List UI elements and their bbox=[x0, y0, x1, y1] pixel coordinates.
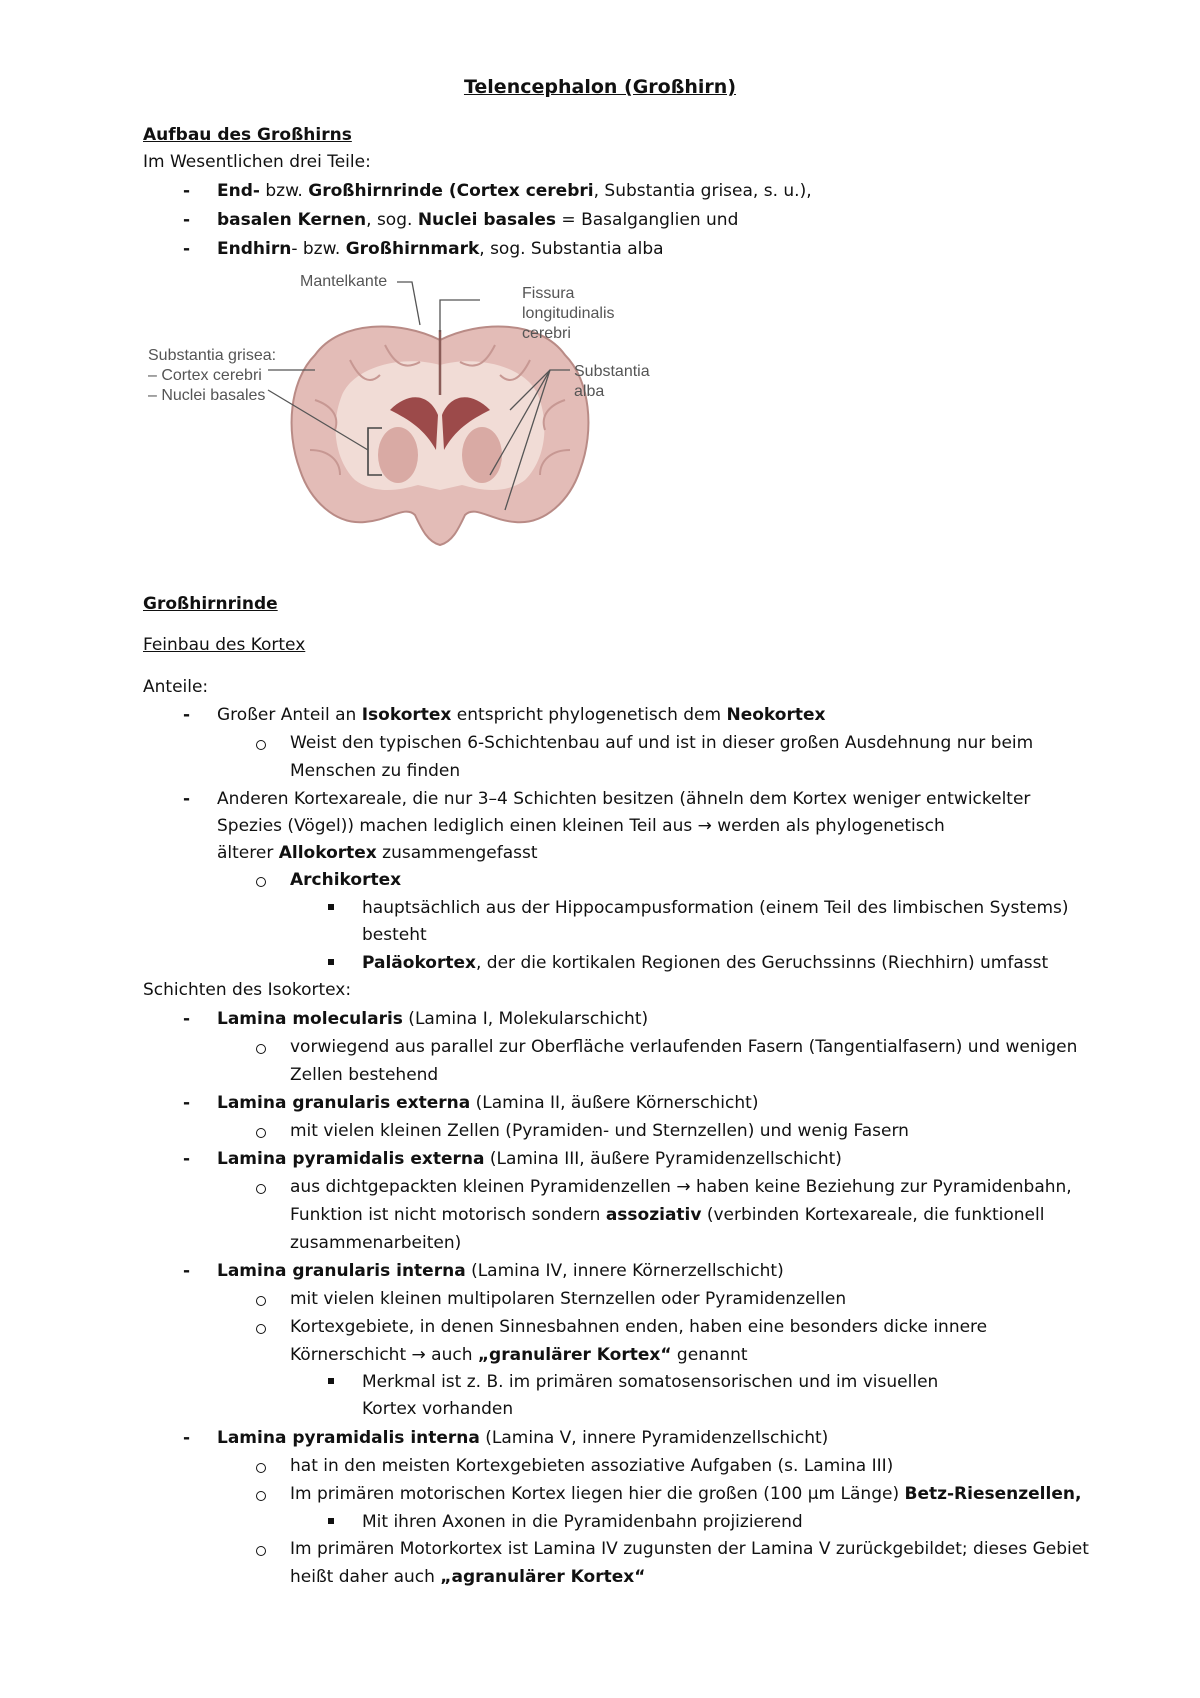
list-item: hauptsächlich aus der Hippocampusformation (einem Teil des limbischen Systems) bbox=[362, 898, 1069, 918]
label-grisea-1: Substantia grisea: bbox=[148, 347, 277, 364]
bullet-square bbox=[328, 1378, 334, 1384]
list-item: End- bzw. Großhirnrinde (Cortex cerebri, Substantia grisea, s. u.), bbox=[217, 181, 812, 201]
list-item-continuation: besteht bbox=[362, 925, 427, 945]
list-item: Archikortex bbox=[290, 870, 402, 890]
bullet-circle bbox=[256, 1296, 266, 1306]
list-item: Lamina pyramidalis interna (Lamina V, innere Pyramidenzellschicht) bbox=[217, 1428, 829, 1448]
bullet-square bbox=[328, 1518, 334, 1524]
nuclei-basales bbox=[378, 427, 418, 483]
bullet-circle bbox=[256, 1546, 266, 1556]
bullet-circle bbox=[256, 1463, 266, 1473]
list-item: Merkmal ist z. B. im primären somatosensorischen und im visuellen bbox=[362, 1372, 939, 1392]
list-item: Endhirn- bzw. Großhirnmark, sog. Substantia alba bbox=[217, 239, 664, 259]
list-item: Anderen Kortexareale, die nur 3–4 Schichten besitzen (ähneln dem Kortex weniger entwickelter bbox=[217, 789, 1031, 809]
list-item: Paläokortex, der die kortikalen Regionen des Geruchssinns (Riechhirn) umfasst bbox=[362, 953, 1049, 973]
bullet-circle bbox=[256, 1491, 266, 1501]
list-item: Kortexgebiete, in denen Sinnesbahnen enden, haben eine besonders dicke innere bbox=[290, 1317, 988, 1337]
bullet-dash: - bbox=[183, 1428, 191, 1448]
bullet-dash: - bbox=[183, 1261, 191, 1281]
list-item-continuation: Kortex vorhanden bbox=[362, 1399, 514, 1419]
list-item: vorwiegend aus parallel zur Oberfläche verlaufenden Fasern (Tangentialfasern) und wenigen bbox=[290, 1037, 1078, 1057]
list-item: Mit ihren Axonen in die Pyramidenbahn projizierend bbox=[362, 1512, 803, 1532]
page-title: Telencephalon (Großhirn) bbox=[463, 76, 737, 98]
label-fissura-1: Fissura bbox=[522, 285, 575, 302]
list-item-continuation: heißt daher auch „agranulärer Kortex“ bbox=[290, 1567, 646, 1587]
bullet-circle bbox=[256, 1044, 266, 1054]
brain-coronal-section-figure bbox=[148, 273, 710, 560]
subheading-feinbau: Feinbau des Kortex bbox=[143, 635, 306, 655]
section-heading-grosshirnrinde: Großhirnrinde bbox=[143, 594, 278, 614]
bullet-dash: - bbox=[183, 705, 191, 725]
schichten-label: Schichten des Isokortex: bbox=[143, 980, 352, 1000]
label-grisea-2: – Cortex cerebri bbox=[148, 367, 262, 384]
label-grisea-3: – Nuclei basales bbox=[148, 387, 266, 404]
bullet-dash: - bbox=[183, 789, 191, 809]
label-fissura-2: longitudinalis bbox=[522, 305, 615, 322]
list-item: Im primären Motorkortex ist Lamina IV zugunsten der Lamina V zurückgebildet; dieses Gebiet bbox=[290, 1539, 1089, 1559]
list-item-continuation: Zellen bestehend bbox=[290, 1065, 439, 1085]
list-item-continuation: Funktion ist nicht motorisch sondern assoziativ (verbinden Kortexareale, die funktionell bbox=[290, 1205, 1045, 1225]
bullet-square bbox=[328, 904, 334, 910]
anteile-label: Anteile: bbox=[143, 677, 209, 697]
list-item: Weist den typischen 6-Schichtenbau auf und ist in dieser großen Ausdehnung nur beim bbox=[290, 733, 1034, 753]
list-item: mit vielen kleinen Zellen (Pyramiden- und Sternzellen) und wenig Fasern bbox=[290, 1121, 909, 1141]
label-alba-2: alba bbox=[574, 383, 605, 400]
list-item: Lamina granularis externa (Lamina II, äußere Körnerschicht) bbox=[217, 1093, 759, 1113]
bullet-dash: - bbox=[183, 181, 191, 201]
list-item: aus dichtgepackten kleinen Pyramidenzellen → haben keine Beziehung zur Pyramidenbahn, bbox=[290, 1177, 1072, 1197]
list-item: Großer Anteil an Isokortex entspricht phylogenetisch dem Neokortex bbox=[217, 705, 826, 725]
list-item: hat in den meisten Kortexgebieten assoziative Aufgaben (s. Lamina III) bbox=[290, 1456, 894, 1476]
list-item-continuation: zusammenarbeiten) bbox=[290, 1233, 462, 1253]
bullet-circle bbox=[256, 877, 266, 887]
bullet-circle bbox=[256, 740, 266, 750]
list-item: basalen Kernen, sog. Nuclei basales = Basalganglien und bbox=[217, 210, 739, 230]
bullet-square bbox=[328, 959, 334, 965]
bullet-dash: - bbox=[183, 1009, 191, 1029]
list-item-continuation: Spezies (Vögel)) machen lediglich einen kleinen Teil aus → werden als phylogenetisch bbox=[217, 816, 945, 836]
list-item-continuation: Menschen zu finden bbox=[290, 761, 461, 781]
list-item: Lamina granularis interna (Lamina IV, innere Körnerzellschicht) bbox=[217, 1261, 784, 1281]
bullet-circle bbox=[256, 1324, 266, 1334]
intro-text: Im Wesentlichen drei Teile: bbox=[143, 152, 371, 172]
list-item: Im primären motorischen Kortex liegen hier die großen (100 µm Länge) Betz-Riesenzellen, bbox=[290, 1484, 1082, 1504]
label-fissura-3: cerebri bbox=[522, 325, 571, 342]
bullet-dash: - bbox=[183, 239, 191, 259]
bullet-dash: - bbox=[183, 1149, 191, 1169]
label-mantelkante: Mantelkante bbox=[300, 273, 388, 290]
list-item-continuation: Körnerschicht → auch „granulärer Kortex“ genannt bbox=[290, 1345, 748, 1365]
list-item-continuation: älterer Allokortex zusammengefasst bbox=[217, 843, 538, 863]
bullet-dash: - bbox=[183, 1093, 191, 1113]
section-heading-aufbau: Aufbau des Großhirns bbox=[143, 125, 352, 145]
list-item: Lamina molecularis (Lamina I, Molekularschicht) bbox=[217, 1009, 649, 1029]
bullet-dash: - bbox=[183, 210, 191, 230]
list-item: Lamina pyramidalis externa (Lamina III, äußere Pyramidenzellschicht) bbox=[217, 1149, 842, 1169]
bullet-circle bbox=[256, 1128, 266, 1138]
list-item: mit vielen kleinen multipolaren Sternzellen oder Pyramidenzellen bbox=[290, 1289, 847, 1309]
label-alba-1: Substantia bbox=[574, 363, 650, 380]
bullet-circle bbox=[256, 1184, 266, 1194]
